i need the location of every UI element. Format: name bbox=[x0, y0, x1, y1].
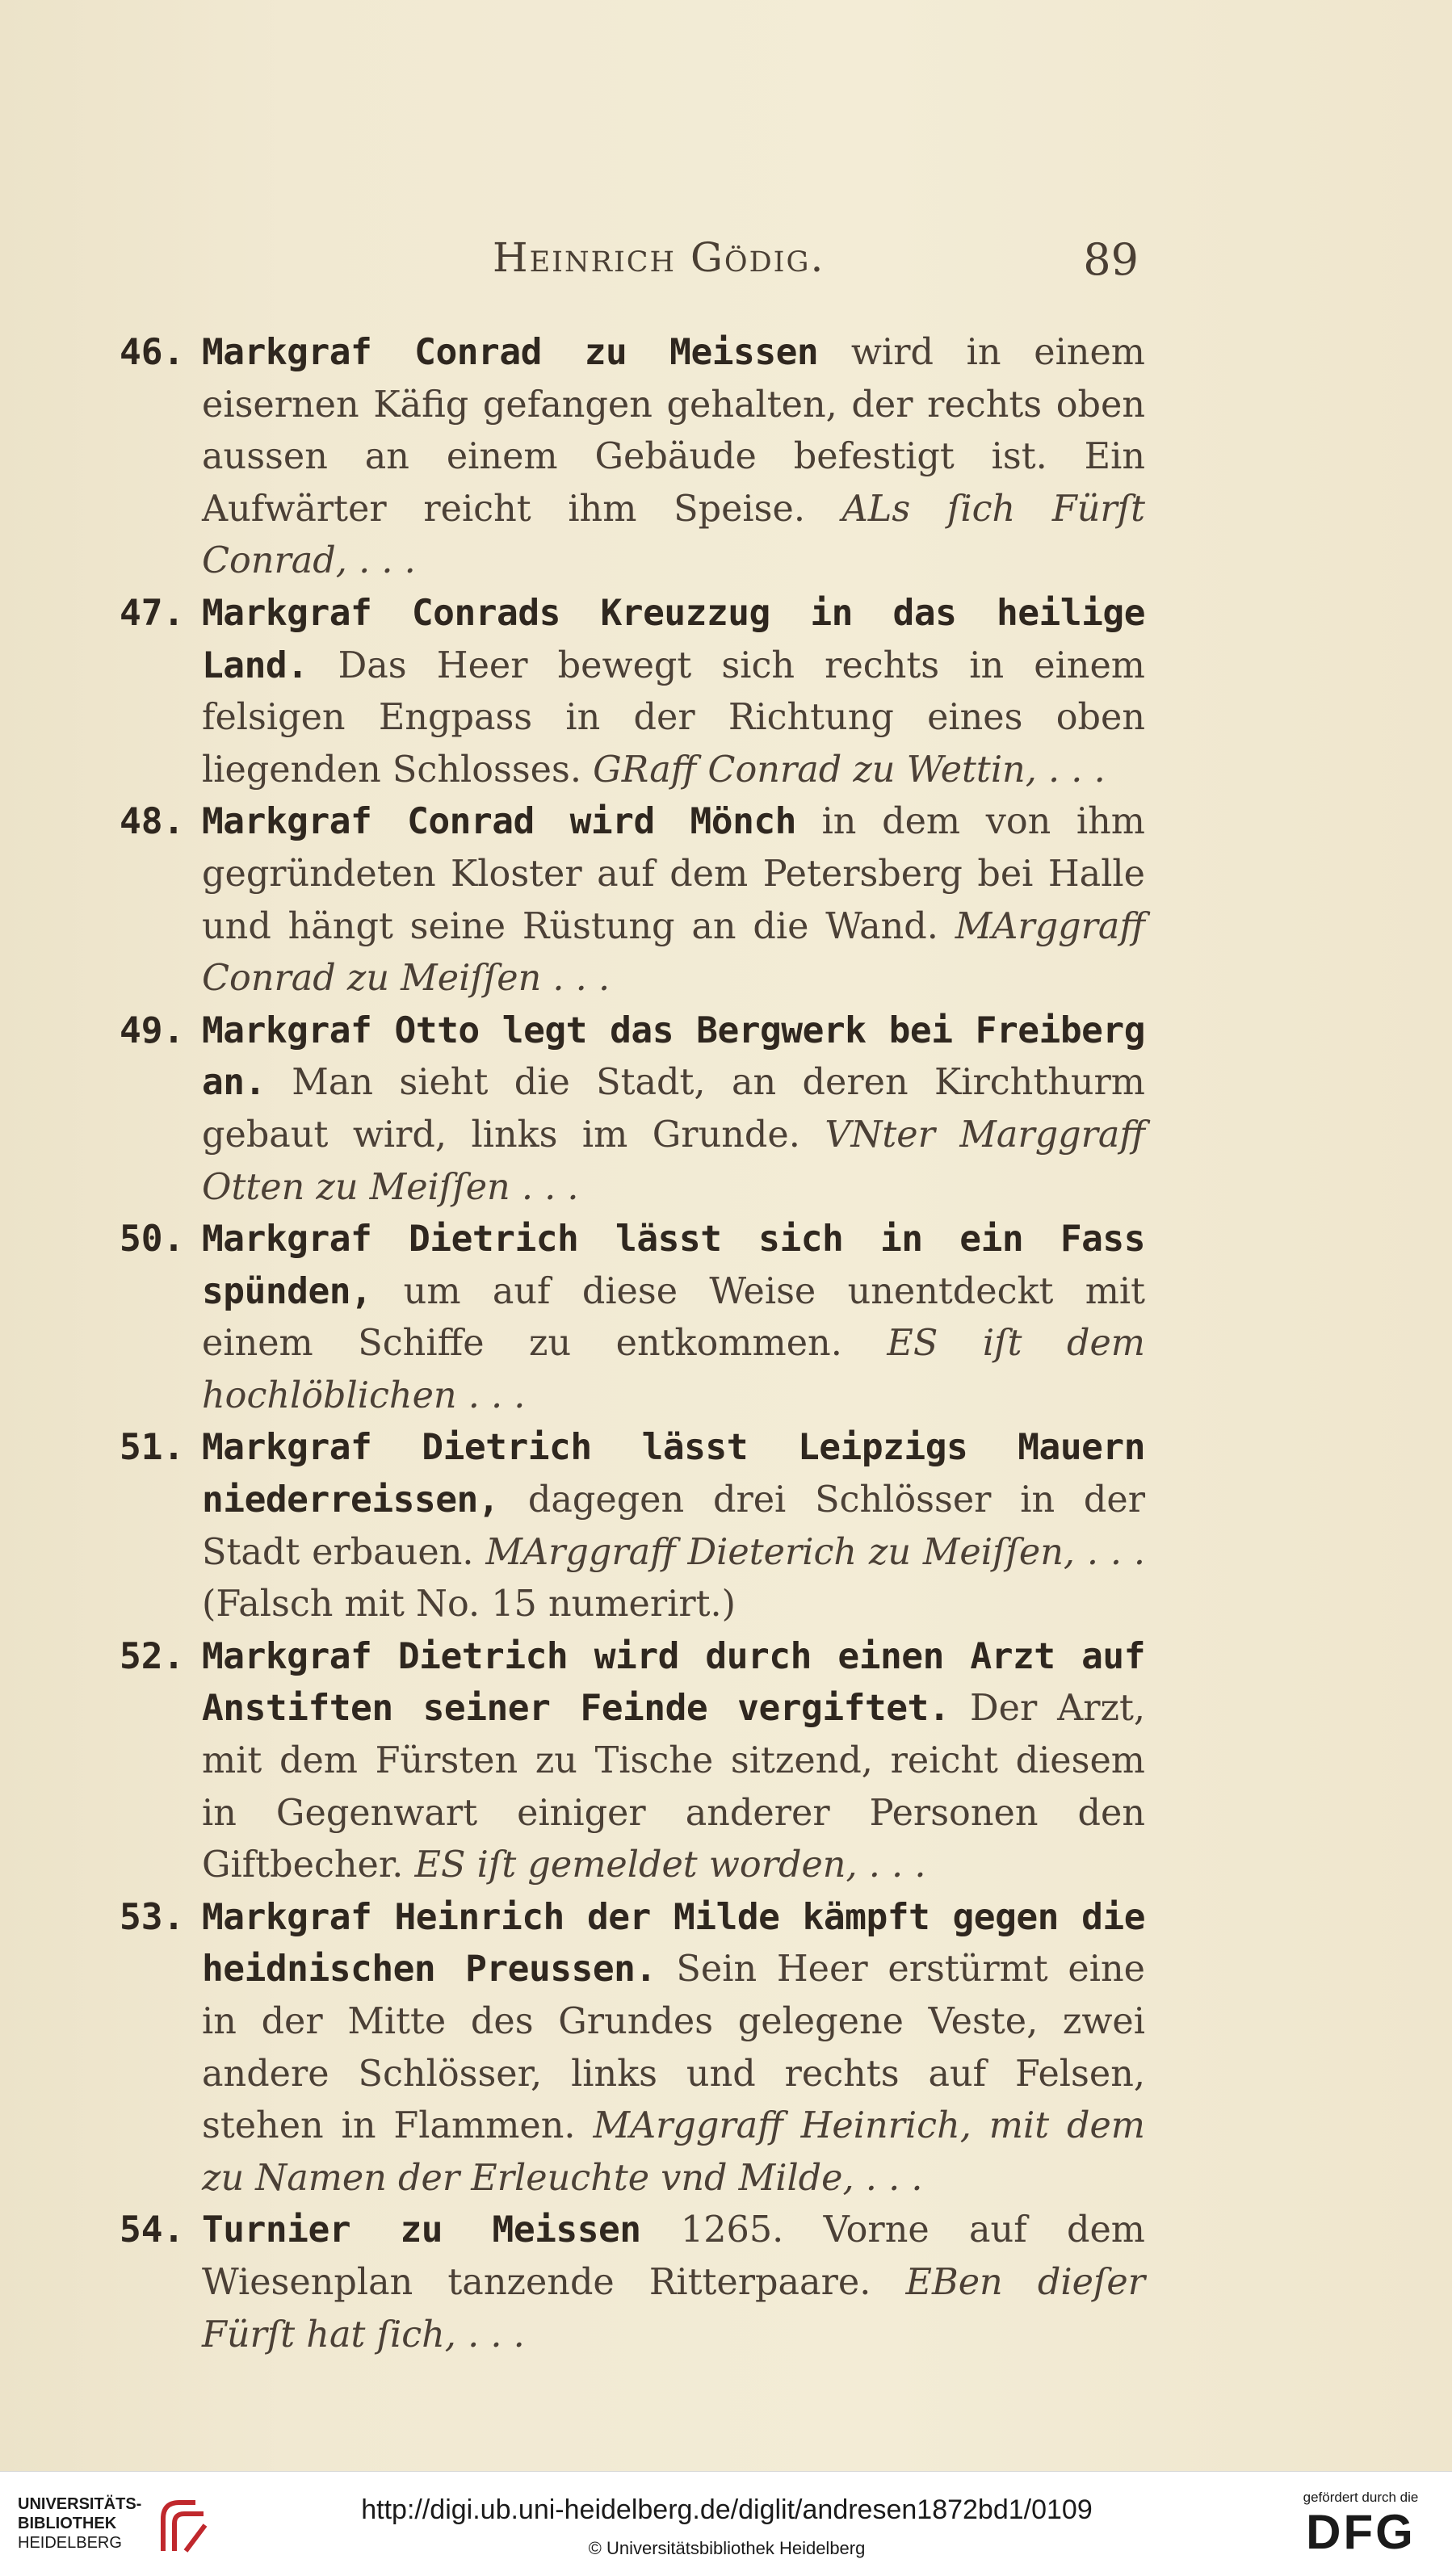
catalogue-entry bbox=[120, 588, 1145, 796]
entry-heading: Markgraf Otto legt das Bergwerk bei Freiberg an. bbox=[202, 1009, 1145, 1104]
catalogue-entry bbox=[120, 1892, 1145, 2205]
copyright-notice: © Universitätsbibliothek Heidelberg bbox=[588, 2538, 866, 2558]
entry-quote: EBen dieſer Fürſt hat ſich, . . . bbox=[202, 2261, 1145, 2356]
entry-text: wird in einem eisernen Käfig gefangen gehalten, der rechts oben aussen an einem Gebäude befestigt ist. Ein Aufwärter reicht ihm Speise. bbox=[202, 332, 1145, 530]
viewer-footer bbox=[0, 2471, 1452, 2576]
entry-text: Sein Heer erstürmt eine in der Mitte des Grundes gelegene Veste, zwei andere Schlösser, links und rechts auf Felsen, stehen in Flammen. bbox=[202, 1949, 1145, 2147]
entry-quote: MArggraff Heinrich, mit dem zu Namen der Erleuchte vnd Milde, . . . bbox=[202, 2105, 1145, 2199]
entry-heading: Markgraf Conrad zu Meissen bbox=[202, 332, 819, 373]
catalogue-entries bbox=[120, 327, 1145, 2361]
library-logo[interactable] bbox=[18, 2494, 212, 2559]
entry-number: 51. bbox=[120, 1427, 185, 1469]
entry-quote: MArggraff Conrad zu Meiſſen . . . bbox=[202, 905, 1145, 1000]
entry-number: 49. bbox=[120, 1009, 185, 1051]
entry-quote: VNter Marggraff Otten zu Meiſſen . . . bbox=[202, 1114, 1145, 1208]
entry-number: 48. bbox=[120, 801, 185, 843]
entry-text: 1265. Vorne auf dem Wiesenplan tanzende Ritterpaare. bbox=[202, 2209, 1145, 2303]
entry-tail: (Falsch mit No. 15 numerirt.) bbox=[202, 1584, 736, 1626]
entry-heading: Markgraf Conrad wird Mönch bbox=[202, 801, 796, 843]
funder-note: gefördert durch die bbox=[1303, 2490, 1419, 2505]
entry-heading: Markgraf Heinrich der Milde kämpft gegen die heidnischen Preussen. bbox=[202, 1896, 1145, 1991]
entry-quote: GRaff Conrad zu Wettin, . . . bbox=[593, 749, 1106, 791]
dfg-logo: DFG bbox=[1306, 2505, 1416, 2559]
entry-heading: Markgraf Dietrich wird durch einen Arzt auf Anstiften seiner Feinde vergiftet. bbox=[202, 1635, 1145, 1730]
library-name-line3: HEIDELBERG bbox=[18, 2534, 122, 2552]
permalink-url[interactable]: http://digi.ub.uni-heidelberg.de/diglit/andresen1872bd1/0109 bbox=[361, 2494, 1093, 2525]
entry-text: um auf diese Weise unentdeckt mit einem Schiffe zu entkommen. bbox=[202, 1270, 1145, 1365]
entry-number: 50. bbox=[120, 1219, 185, 1261]
entry-number: 52. bbox=[120, 1635, 185, 1677]
library-name-line2: BIBLIOTHEK bbox=[18, 2515, 117, 2532]
catalogue-entry bbox=[120, 796, 1145, 1005]
entry-number: 46. bbox=[120, 332, 185, 373]
catalogue-entry bbox=[120, 327, 1145, 588]
entry-number: 53. bbox=[120, 1896, 185, 1938]
page-number: 89 bbox=[1083, 234, 1139, 285]
entry-text: Der Arzt, mit dem Fürsten zu Tische sitzend, reicht diesem in Gegenwart einiger anderer Personen den Giftbecher. bbox=[202, 1688, 1145, 1886]
entry-number: 47. bbox=[120, 592, 185, 634]
entry-heading: Markgraf Dietrich lässt sich in ein Fass spünden, bbox=[202, 1219, 1145, 1312]
catalogue-entry bbox=[120, 1631, 1145, 1892]
running-head-title: Heinrich Gödig. bbox=[493, 234, 825, 281]
catalogue-entry bbox=[120, 2205, 1145, 2361]
funder-logo[interactable] bbox=[1292, 2490, 1429, 2559]
entry-quote: ALs ſich Fürſt Conrad, . . . bbox=[202, 488, 1146, 582]
entry-quote: ES iſt gemeldet worden, . . . bbox=[414, 1844, 926, 1886]
catalogue-entry bbox=[120, 1422, 1145, 1630]
entry-heading: Turnier zu Meissen bbox=[202, 2209, 641, 2251]
entry-text: Das Heer bewegt sich rechts in einem felsigen Engpass in der Richtung eines oben liegenden Schlosses. bbox=[202, 644, 1145, 791]
entry-text: dagegen drei Schlösser in der Stadt erbauen. bbox=[202, 1479, 1145, 1573]
running-head bbox=[202, 234, 1139, 299]
entry-text: Man sieht die Stadt, an deren Kirchthurm gebaut wird, links im Grunde. bbox=[202, 1062, 1145, 1156]
entry-quote: ES iſt dem hochlöblichen . . . bbox=[202, 1323, 1145, 1416]
entry-quote: MArggraff Dieterich zu Meiſſen, . . . bbox=[485, 1531, 1145, 1573]
entry-heading: Markgraf Dietrich lässt Leipzigs Mauern niederreissen, bbox=[202, 1427, 1145, 1521]
entry-text: in dem von ihm gegründeten Kloster auf dem Petersberg bei Halle und hängt seine Rüstung an die Wand. bbox=[202, 801, 1145, 947]
library-name-line1: UNIVERSITÄTS- bbox=[18, 2495, 142, 2513]
library-mark-icon bbox=[155, 2494, 212, 2556]
entry-number: 54. bbox=[120, 2209, 185, 2251]
catalogue-entry bbox=[120, 1214, 1145, 1422]
catalogue-entry bbox=[120, 1005, 1145, 1214]
entry-heading: Markgraf Conrads Kreuzzug in das heilige Land. bbox=[202, 592, 1145, 686]
